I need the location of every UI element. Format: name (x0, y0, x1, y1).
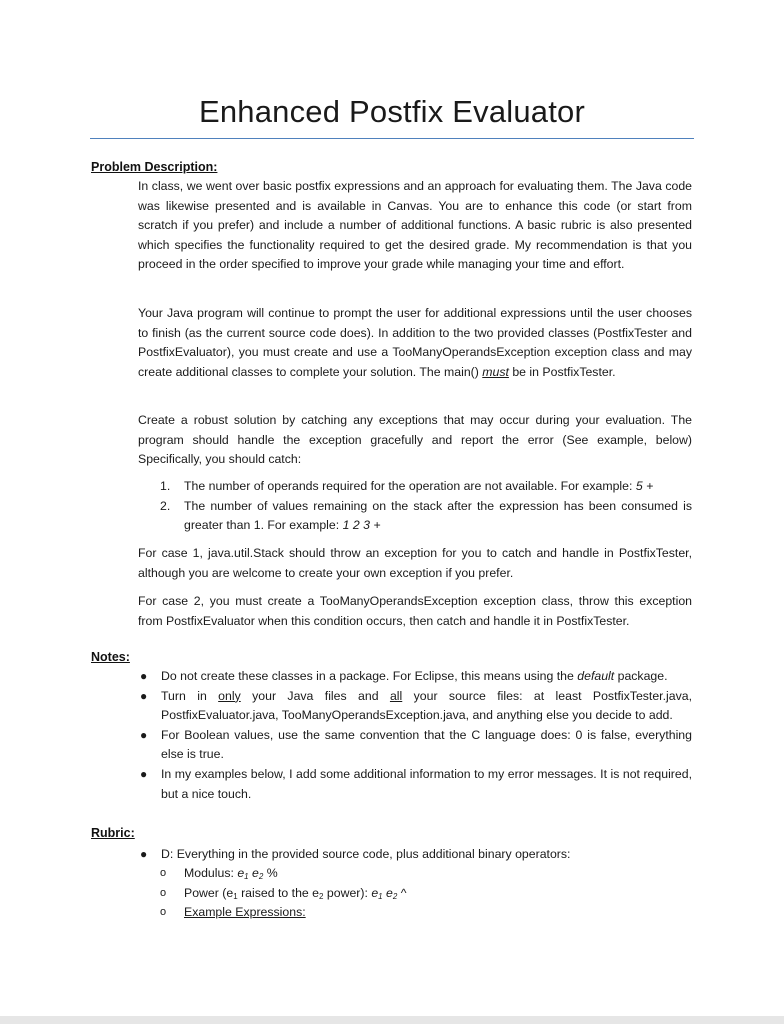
case-1-example: 5 + (635, 479, 654, 493)
note-4-text: In my examples below, I add some additional information to my error messages. It is not required, but a nice touch. (161, 766, 692, 801)
list-item (138, 845, 692, 865)
modulus-label: Modulus: (184, 866, 238, 880)
note-1-text-a: Do not create these classes in a package. For Eclipse, this means using the (161, 669, 578, 683)
case-1-text: The number of operands required for the operation are not available. For example: (184, 479, 636, 493)
bullet-icon: ● (140, 766, 148, 781)
power-label: Power ($e_1$ raised to the $e_2$ power): (184, 885, 372, 901)
exception-cases-list (160, 477, 692, 536)
case-2-text: The number of values remaining on the stack after the expression has been consumed is greater than 1. For example: (184, 498, 692, 533)
list-number: 1. (160, 479, 171, 493)
problem-paragraph-4 (138, 544, 692, 583)
problem-paragraph-1-text: In class, we went over basic postfix expressions and an approach for evaluating them. The Java code was likewise presented and is available in Canvas. You are to enhance this code (or start from scratch if you prefer) and include a number of additional functions. A basic rubric is also presented which specifies the functionality required to get the desired grade. My recommendation is that you proceed in the order specified to improve your grade while managing your time and effort. (138, 179, 692, 272)
list-item (138, 667, 692, 687)
case-2-example: 1 2 3 + (342, 518, 381, 533)
modulus-operator: % (263, 866, 278, 880)
note-1-text-b: package. (614, 669, 668, 683)
example-expressions-label: Example Expressions: (184, 905, 306, 920)
circle-bullet-icon: o (160, 906, 167, 919)
problem-paragraph-4-text: For case 1, java.util.Stack should throw an exception for you to catch and handle in PostfixTester, although you are welcome to create your own exception if you prefer. (138, 546, 692, 580)
default-emphasis: default (577, 669, 615, 683)
note-3-text: For Boolean values, use the same convention that the C language does: 0 is false, everything else is true. (161, 727, 692, 762)
list-item (160, 903, 692, 923)
problem-paragraph-2 (138, 304, 692, 382)
problem-paragraph-2-text-a: Your Java program will continue to prompt the user for additional expressions until the user chooses to finish (as the current source code does). In addition to the two provided classes (PostfixTester and PostfixEvaluator), you must create and use a TooManyOperandsException exception class and may create additional classes to complete your solution. The main() (138, 306, 692, 379)
notes-heading: Notes: (91, 650, 130, 664)
bullet-icon: ● (140, 727, 148, 742)
note-2-text-b: your Java files and (240, 688, 390, 703)
all-emphasis: all (389, 688, 403, 703)
list-item (138, 765, 692, 804)
problem-paragraph-3-text: Create a robust solution by catching any exceptions that may occur during your evaluation. The program should handle the exception gracefully and report the error (See example, below) Specifically, you should catch: (138, 413, 692, 467)
problem-paragraph-3 (138, 411, 692, 470)
list-item (160, 884, 692, 904)
rubric-d-text: D: Everything in the provided source code, plus additional binary operators: (161, 847, 571, 861)
must-emphasis: must (482, 364, 509, 379)
list-item (138, 687, 692, 726)
circle-bullet-icon: o (160, 886, 167, 899)
power-expression: $e_1$ $e_2$ (371, 885, 398, 901)
bullet-icon: ● (140, 847, 148, 861)
problem-paragraph-5-text: For case 2, you must create a TooManyOperandsException exception class, throw this exception from PostfixEvaluator when this condition occurs, then catch and handle it in PostfixTester. (138, 594, 692, 628)
only-emphasis: only (218, 688, 241, 703)
document-title: Enhanced Postfix Evaluator (198, 94, 586, 129)
circle-bullet-icon: o (160, 867, 167, 879)
notes-list (138, 667, 692, 804)
rubric-d-sublist (160, 864, 692, 923)
problem-paragraph-5 (138, 592, 692, 631)
rubric-heading: Rubric: (91, 826, 135, 840)
note-2-text-a: Turn in (161, 688, 219, 703)
problem-description-heading: Problem Description: (91, 160, 218, 174)
list-item (138, 726, 692, 765)
list-item (160, 864, 692, 884)
rubric-list (138, 845, 692, 865)
modulus-expression: $e_1$ $e_2$ (237, 866, 264, 881)
page-bottom-margin (0, 1016, 784, 1024)
bullet-icon: ● (140, 688, 148, 703)
bullet-icon: ● (140, 669, 148, 683)
problem-paragraph-1 (138, 177, 692, 275)
note-2-text-c: your source files: at least PostfixTester.java, PostfixEvaluator.java, TooManyOperandsException.java, and anything else you decide to add. (161, 688, 692, 723)
list-item (160, 497, 692, 536)
power-operator: ^ (397, 885, 407, 900)
title-underline (90, 138, 694, 139)
list-number: 2. (160, 498, 171, 513)
list-item (160, 477, 692, 497)
problem-paragraph-2-text-b: be in PostfixTester. (508, 364, 616, 379)
